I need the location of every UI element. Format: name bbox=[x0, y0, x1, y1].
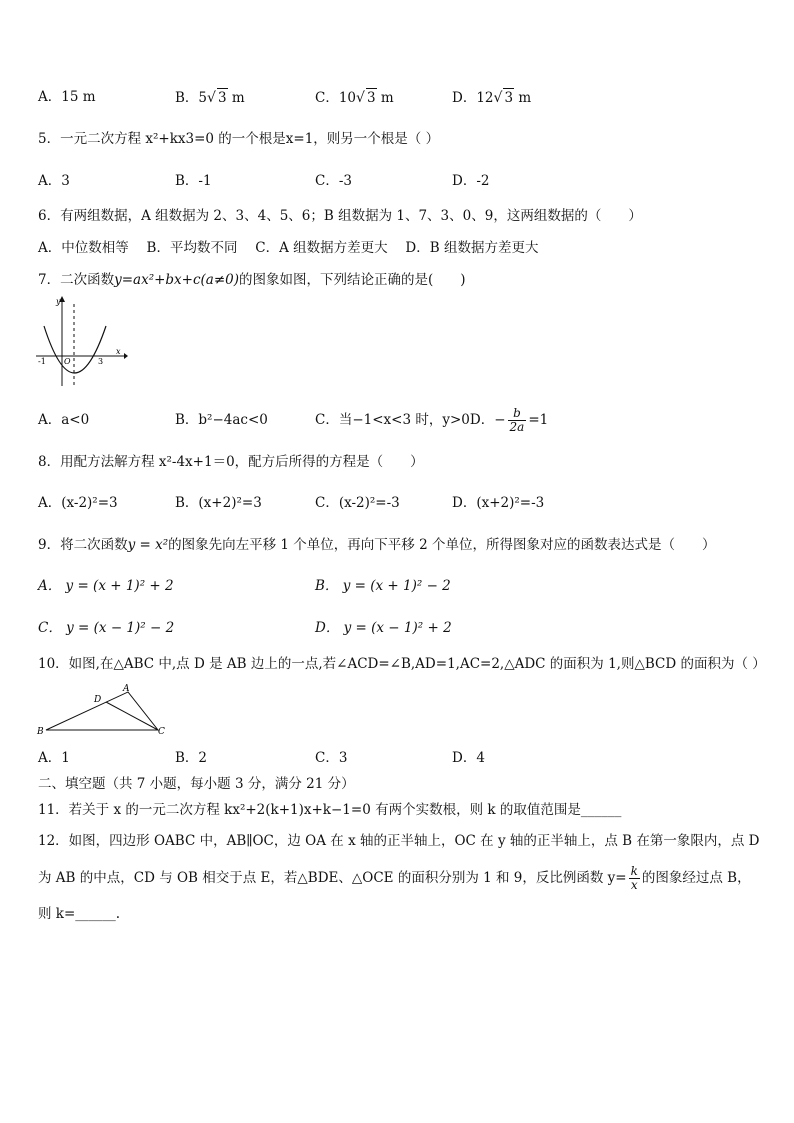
q7-option-a: A．a<0 bbox=[38, 412, 90, 428]
q5-option-b: B．-1 bbox=[175, 173, 212, 189]
q5-stem: 5．一元二次方程 x²+kx3=0 的一个根是x=1，则另一个根是（ ） bbox=[38, 131, 440, 147]
q9-option-b: B． y = (x + 1)² − 2 bbox=[315, 578, 451, 594]
q4-option-c-coef: C．10 bbox=[315, 90, 357, 106]
segment-cd bbox=[106, 702, 158, 730]
q8-stem: 8．用配方法解方程 x²-4x+1＝0，配方后所得的方程是（ ） bbox=[38, 454, 424, 470]
q9-stem-post: 的图象先向左平移 1 个单位，再向下平移 2 个单位，所得图象对应的函数表达式是（ ） bbox=[168, 537, 716, 553]
q5-option-d: D．-2 bbox=[452, 173, 490, 189]
q9-option-c: C． y = (x − 1)² − 2 bbox=[38, 620, 175, 636]
y-axis-label: y bbox=[56, 297, 61, 306]
q7-stem-pre: 7．二次函数 bbox=[38, 272, 115, 288]
q8-option-b: B．(x+2)²=3 bbox=[175, 495, 262, 511]
q8-option-a: A．(x-2)²=3 bbox=[38, 495, 118, 511]
q12-line-2 bbox=[38, 860, 751, 896]
q10-option-c: C．3 bbox=[315, 750, 348, 766]
q4-option-b-radicand: 3 bbox=[217, 90, 227, 106]
q7-option-d-denominator: 2a bbox=[509, 420, 525, 434]
q4-option-c-unit: m bbox=[376, 90, 394, 106]
point-a-label: A bbox=[123, 684, 130, 694]
q9-option-a: A． y = (x + 1)² + 2 bbox=[38, 578, 174, 594]
sqrt-icon: √ bbox=[207, 90, 216, 106]
q7-option-d-suffix: =1 bbox=[528, 412, 549, 428]
q12-line-2-post: 的图象经过点 B， bbox=[641, 870, 751, 886]
x-axis-label: x bbox=[116, 347, 121, 356]
triangle-abc bbox=[46, 692, 158, 730]
q7-function: y=ax²+bx+c(a≠0) bbox=[114, 272, 240, 288]
q8-option-d: D．(x+2)²=-3 bbox=[452, 495, 545, 511]
sqrt-icon: √ bbox=[493, 90, 503, 106]
x-axis-arrow-icon bbox=[124, 353, 128, 359]
q12-line-3: 则 k=______. bbox=[38, 906, 121, 922]
q8-option-c: C．(x-2)²=-3 bbox=[315, 495, 400, 511]
q12-fraction bbox=[629, 865, 640, 892]
q12-line-2-pre: 为 AB 的中点，CD 与 OB 相交于点 E，若△BDE、△OCE 的面积分别为 1 和 9，反比例函数 y= bbox=[38, 870, 627, 886]
q7-option-d-numerator: b bbox=[508, 407, 527, 421]
q10-option-d: D．4 bbox=[452, 750, 485, 766]
point-c-label: C bbox=[158, 727, 165, 737]
q7-stem bbox=[38, 271, 466, 289]
q4-option-b-unit: m bbox=[227, 90, 245, 106]
q7-option-d-prefix: D．− bbox=[469, 412, 506, 428]
q7-option-d-fraction bbox=[508, 407, 527, 434]
q9-function: y = x² bbox=[127, 537, 169, 553]
q12-fraction-denominator: x bbox=[630, 878, 638, 892]
q4-option-d-unit: m bbox=[514, 90, 532, 106]
q7-stem-post: 的图象如图，下列结论正确的是( ) bbox=[239, 272, 466, 288]
q10-option-b: B．2 bbox=[175, 750, 208, 766]
q4-option-d-coef: D．12 bbox=[452, 90, 494, 106]
q9-stem-pre: 9．将二次函数 bbox=[38, 537, 128, 553]
q10-option-a: A．1 bbox=[38, 750, 70, 766]
q4-option-b bbox=[175, 88, 245, 107]
parabola-curve bbox=[44, 326, 106, 373]
q6-stem: 6．有两组数据，A 组数据为 2、3、4、5、6；B 组数据为 1、7、3、0、9，这两组数据的（ ） bbox=[38, 208, 642, 224]
q10-stem: 10．如图,在△ABC 中,点 D 是 AB 边上的一点,若∠ACD=∠B,AD=1,AC=2,△ADC 的面积为 1,则△BCD 的面积为（ ） bbox=[38, 656, 766, 672]
q7-option-c: C．当−1<x<3 时，y>0 bbox=[315, 412, 470, 428]
q4-option-b-coef: B．5 bbox=[175, 90, 208, 106]
q5-option-a: A．3 bbox=[38, 173, 70, 189]
q7-option-c-d bbox=[315, 402, 548, 438]
sqrt-icon: √ bbox=[356, 90, 365, 106]
q10-triangle-figure bbox=[34, 682, 169, 738]
point-b-label: B bbox=[37, 727, 44, 737]
q7-option-b: B．b²−4ac<0 bbox=[175, 412, 268, 428]
q7-parabola-graph bbox=[36, 296, 128, 388]
q12-line-1: 12．如图，四边形 OABC 中，AB∥OC，边 OA 在 x 轴的正半轴上，OC 在 y 轴的正半轴上，点 B 在第一象限内，点 D bbox=[38, 833, 760, 849]
q5-option-c: C．-3 bbox=[315, 173, 352, 189]
q4-option-d-radicand: 3 bbox=[504, 90, 514, 106]
left-root-label: -1 bbox=[38, 357, 46, 366]
q4-option-c bbox=[315, 88, 394, 107]
q12-fraction-numerator: k bbox=[630, 864, 638, 878]
q9-stem bbox=[38, 536, 715, 554]
q4-option-c-radicand: 3 bbox=[366, 90, 376, 106]
q9-option-d: D． y = (x − 1)² + 2 bbox=[315, 620, 452, 636]
right-root-label: 3 bbox=[98, 357, 104, 366]
section-2-heading: 二、填空题（共 7 小题，每小题 3 分，满分 21 分） bbox=[38, 776, 355, 792]
q11-stem: 11．若关于 x 的一元二次方程 kx²+2(k+1)x+k−1=0 有两个实数根，则 k 的取值范围是______ bbox=[38, 802, 622, 818]
q4-option-d bbox=[452, 88, 531, 107]
point-d-label: D bbox=[94, 695, 102, 705]
q4-option-a: A．15 m bbox=[38, 89, 96, 105]
q6-options: A．中位数相等 B．平均数不同 C．A 组数据方差更大 D．B 组数据方差更大 bbox=[38, 240, 539, 256]
origin-label: O bbox=[64, 357, 71, 366]
